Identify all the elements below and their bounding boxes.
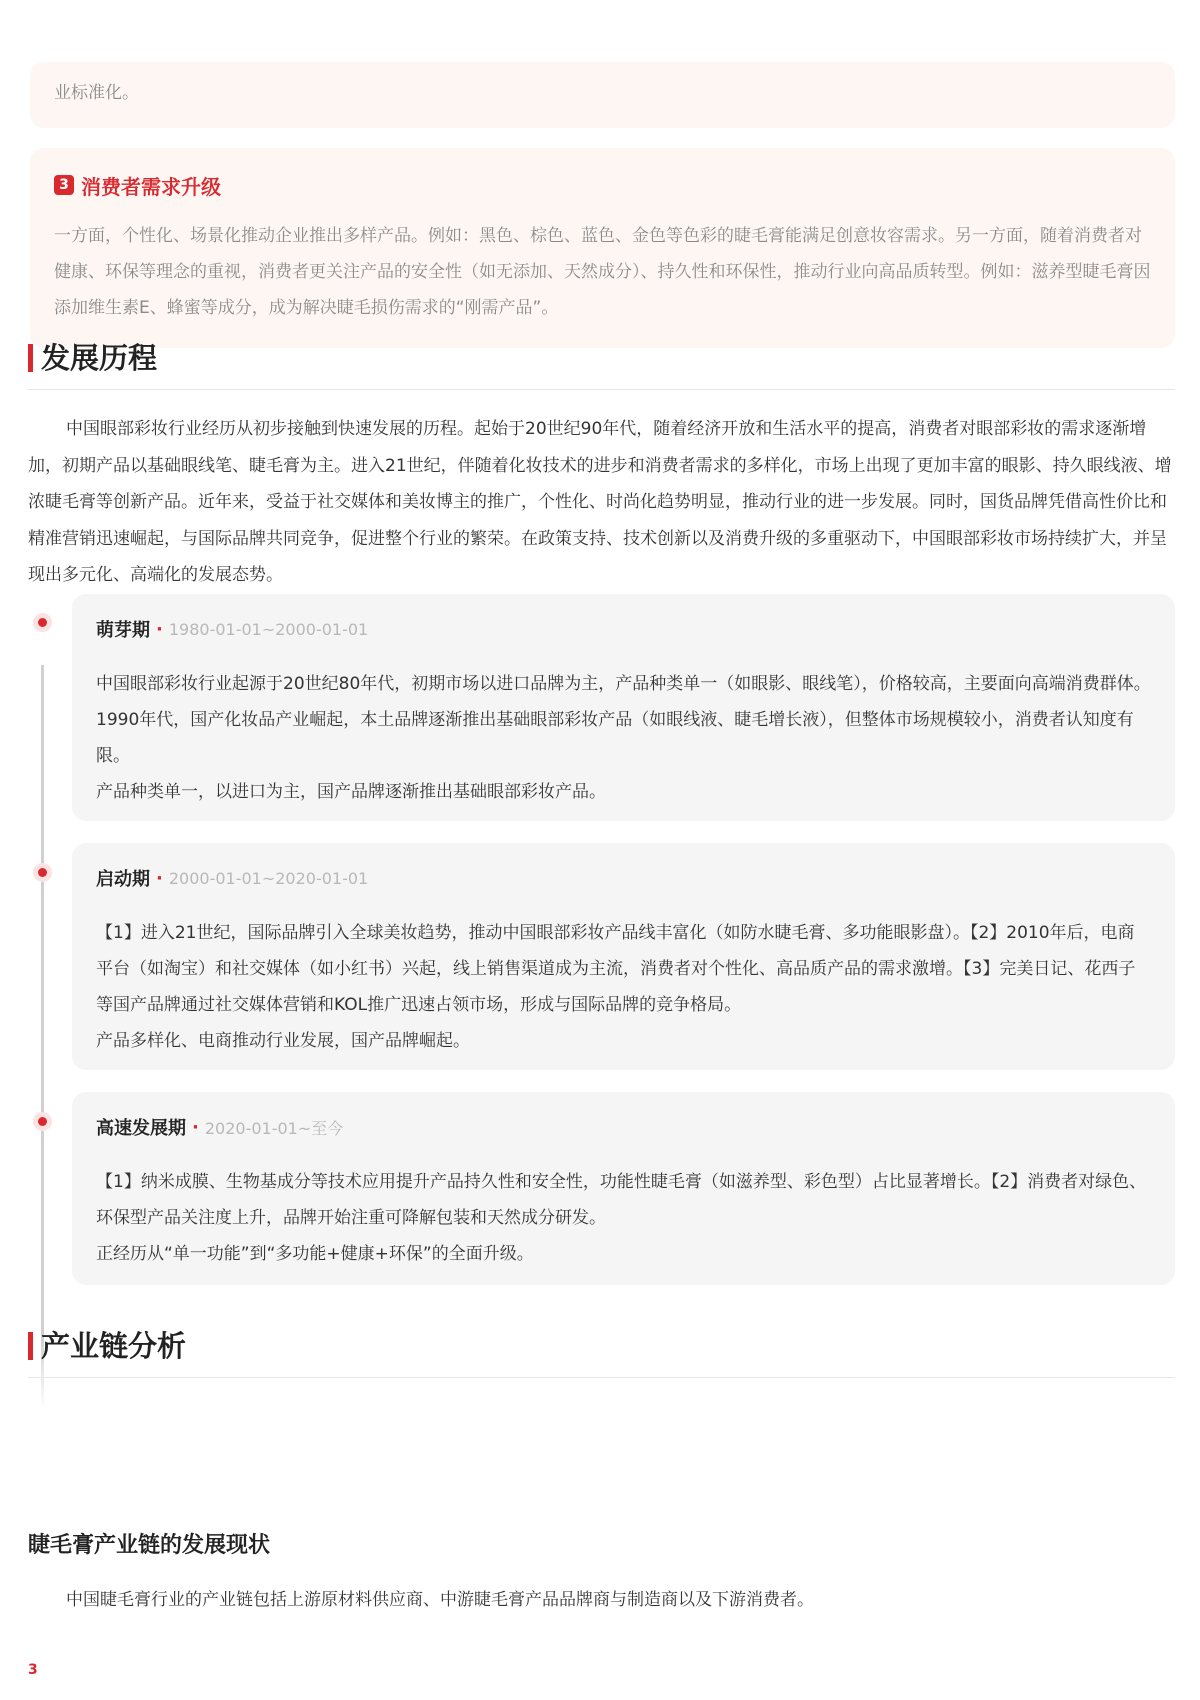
driver-card-header: [54, 170, 1151, 200]
driver-card-consumer-demand: [30, 148, 1175, 348]
stage-name: 高速发展期: [96, 1118, 186, 1139]
section-accent-bar: [28, 1332, 33, 1360]
driver-card-text: 业标准化。: [54, 83, 139, 103]
stage-date: 2000-01-01~2020-01-01: [168, 868, 369, 888]
stage-header: [96, 1114, 1151, 1140]
driver-card-previous: [30, 62, 1175, 128]
history-intro-paragraph: 中国眼部彩妆行业经历从初步接触到快速发展的历程。起始于20世纪90年代，随着经济开放和生活水平的提高，消费者对眼部彩妆的需求逐渐增加，初期产品以基础眼线笔、睫毛膏为主。进入21世纪，伴随着化妆技术的进步和消费者需求的多样化，市场上出现了更加丰富的眼影、持久眼线液、增浓睫毛膏等创新产品。近年来，受益于社交媒体和美妆博主的推广，个性化、时尚化趋势明显，推动行业的进一步发展。同时，国货品牌凭借高性价比和精准营销迅速崛起，与国际品牌共同竞争，促进整个行业的繁荣。在政策支持、技术创新以及消费升级的多重驱动下，中国眼部彩妆市场持续扩大，并呈现出多元化、高端化的发展态势。: [28, 419, 1172, 585]
stage-header: [96, 616, 1151, 642]
section-accent-bar: [28, 344, 33, 372]
chain-subtitle: 睫毛膏产业链的发展现状: [28, 1533, 271, 1558]
timeline-stage-card: [72, 1092, 1175, 1285]
timeline-dot: [33, 613, 52, 632]
stage-description: 【1】进入21世纪，国际品牌引入全球美妆趋势，推动中国眼部彩妆产品线丰富化（如防水睫毛膏、多功能眼影盘）。【2】2010年后，电商平台（如淘宝）和社交媒体（如小红书）兴起，线上销售渠道成为主流，消费者对个性化、高品质产品的需求激增。【3】完美日记、花西子等国产品牌通过社交媒体营销和KOL推广迅速占领市场，形成与国际品牌的竞争格局。: [96, 923, 1136, 1015]
driver-body: 一方面，个性化、场景化推动企业推出多样产品。例如：黑色、棕色、蓝色、金色等色彩的睫毛膏能满足创意妆容需求。另一方面，随着消费者对健康、环保等理念的重视，消费者更关注产品的安全性（如无添加、天然成分）、持久性和环保性，推动行业向高品质转型。例如：滋养型睫毛膏因添加维生素E、蜂蜜等成分，成为解决睫毛损伤需求的“刚需产品”。: [54, 226, 1151, 318]
stage-name: 启动期: [96, 869, 150, 890]
driver-title: 消费者需求升级: [81, 174, 221, 199]
stage-name: 萌芽期: [96, 620, 150, 641]
stage-date: 2020-01-01~至今: [204, 1118, 344, 1138]
timeline-stage-card: [72, 594, 1175, 821]
stage-body: [96, 1164, 1151, 1272]
section-title: 产业链分析: [41, 1329, 187, 1363]
stage-body: [96, 915, 1151, 1059]
number-badge: 3: [54, 175, 74, 195]
timeline-dot: [33, 863, 52, 882]
section-title: 发展历程: [41, 341, 158, 375]
stage-summary: 正经历从“单一功能”到“多功能+健康+环保”的全面升级。: [96, 1244, 534, 1264]
stage-header: [96, 865, 1151, 891]
stage-date: 1980-01-01~2000-01-01: [168, 619, 369, 639]
stage-summary: 产品种类单一，以进口为主，国产品牌逐渐推出基础眼部彩妆产品。: [96, 782, 606, 802]
stage-description: 中国眼部彩妆行业起源于20世纪80年代，初期市场以进口品牌为主，产品种类单一（如眼影、眼线笔），价格较高，主要面向高端消费群体。1990年代，国产化妆品产业崛起，本土品牌逐渐推出基础眼部彩妆产品（如眼线液、睫毛增长液），但整体市场规模较小，消费者认知度有限。: [96, 674, 1151, 766]
stage-body: [96, 666, 1151, 810]
timeline-line: [41, 665, 44, 1410]
stage-summary: 产品多样化、电商推动行业发展，国产品牌崛起。: [96, 1031, 470, 1051]
section-header-chain: [28, 1330, 1175, 1378]
page-number: 3: [28, 1662, 38, 1678]
stage-description: 【1】纳米成膜、生物基成分等技术应用提升产品持久性和安全性，功能性睫毛膏（如滋养型、彩色型）占比显著增长。【2】消费者对绿色、环保型产品关注度上升，品牌开始注重可降解包装和天然成分研发。: [96, 1172, 1147, 1228]
stage-separator: ·: [156, 867, 163, 889]
section-header-history: [28, 342, 1175, 390]
timeline-stage-card: [72, 843, 1175, 1070]
stage-separator: ·: [192, 1116, 199, 1138]
stage-separator: ·: [156, 618, 163, 640]
timeline-dot: [33, 1112, 52, 1131]
chain-intro-paragraph: 中国睫毛膏行业的产业链包括上游原材料供应商、中游睫毛膏产品品牌商与制造商以及下游消费者。: [66, 1590, 814, 1610]
